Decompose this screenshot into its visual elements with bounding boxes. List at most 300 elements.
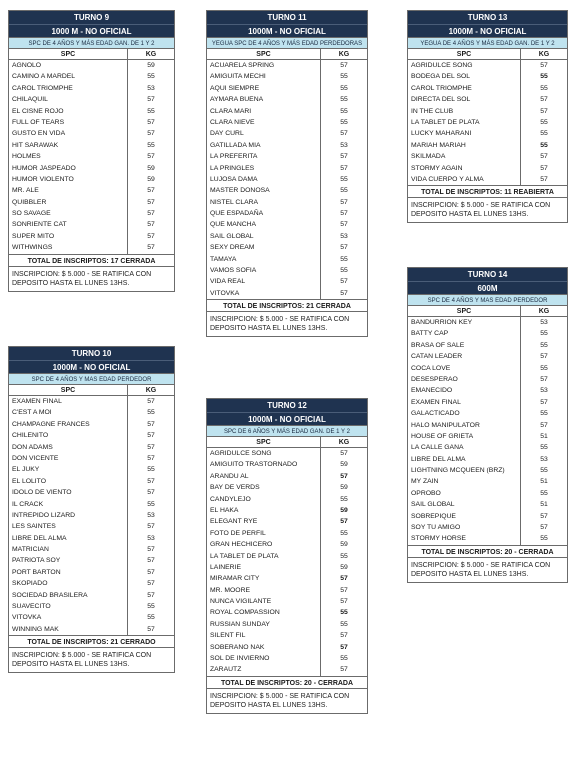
horse-name: EL CISNE ROJO — [9, 106, 128, 117]
turno-distance: 1000M - NO OFICIAL — [207, 24, 367, 37]
table-row — [408, 94, 567, 105]
horse-name: CAMINO A MARDEL — [9, 71, 128, 82]
horse-weight: 57 — [340, 210, 348, 218]
table-row — [9, 442, 174, 453]
horse-name: HIT SARAWAK — [9, 140, 128, 151]
inscripcion-note: INSCRIPCION: $ 5.000 - SE RATIFICA CON DEPOSITO HASTA EL LUNES 13HS. — [411, 561, 551, 578]
table-row — [207, 653, 367, 664]
turno-13-table — [407, 10, 568, 223]
horse-name: HUMOR JASPEADO — [9, 163, 128, 174]
table-row — [408, 397, 567, 408]
horse-name: SEXY DREAM — [207, 242, 321, 253]
table-row — [408, 117, 567, 128]
horse-name: GRAN HECHICERO — [207, 539, 321, 550]
table-row — [9, 499, 174, 510]
table-row — [9, 419, 174, 430]
table-row — [9, 174, 174, 185]
horse-weight: 55 — [340, 267, 348, 275]
table-row — [9, 151, 174, 162]
horse-weight: 55 — [340, 118, 348, 126]
horse-name: SOBERANO NAK — [207, 642, 321, 653]
horse-weight: 57 — [340, 221, 348, 229]
horse-name: SOL DE INVIERNO — [207, 653, 321, 664]
horse-weight: 57 — [540, 375, 548, 383]
horse-weight: 57 — [540, 353, 548, 361]
horse-name: EL HAKA — [207, 505, 321, 516]
horse-weight: 55 — [540, 410, 548, 418]
table-row — [207, 231, 367, 242]
horse-weight: 55 — [540, 330, 548, 338]
table-row — [408, 420, 567, 431]
horse-weight: 57 — [340, 575, 348, 583]
inscripcion-note: INSCRIPCION: $ 5.000 - SE RATIFICA CON DEPOSITO HASTA EL LUNES 13HS. — [12, 652, 152, 669]
horse-weight: 55 — [540, 444, 548, 452]
horse-weight: 53 — [147, 511, 155, 519]
turno-condition: SPC DE 6 AÑOS Y MÁS EDAD GAN. DE 1 Y 2 — [207, 425, 367, 437]
table-row — [207, 482, 367, 493]
table-row — [207, 106, 367, 117]
horse-name: QUE MANCHA — [207, 219, 321, 230]
kg-column-header: KG — [538, 308, 550, 315]
horse-weight: 59 — [147, 175, 155, 183]
turno-condition: SPC DE 4 AÑOS Y MAS EDAD PERDEDOR — [408, 294, 567, 306]
horse-weight: 55 — [540, 73, 548, 81]
total-inscriptos: TOTAL DE INSCRIPTOS: 11 REABIERTA — [408, 185, 567, 198]
horse-name: AGRIDULCE SONG — [408, 60, 521, 71]
table-row — [408, 454, 567, 465]
horse-name: CLARA NIEVE — [207, 117, 321, 128]
entries-list — [408, 317, 567, 545]
horse-weight: 57 — [147, 153, 155, 161]
horse-weight: 55 — [340, 175, 348, 183]
horse-name: CAROL TRIOMPHE — [9, 83, 128, 94]
table-row — [207, 471, 367, 482]
horse-weight: 57 — [147, 591, 155, 599]
horse-name: ACUARELA SPRING — [207, 60, 321, 71]
column-header — [408, 49, 567, 60]
horse-name: GALACTICADO — [408, 408, 521, 419]
horse-weight: 57 — [540, 421, 548, 429]
horse-name: EL LOLITO — [9, 476, 128, 487]
horse-name: DAY CURL — [207, 128, 321, 139]
horse-name: TAMAYA — [207, 254, 321, 265]
horse-name: MATRICIAN — [9, 544, 128, 555]
horse-weight: 55 — [340, 96, 348, 104]
table-row — [408, 476, 567, 487]
table-row — [9, 624, 174, 635]
horse-name: STORMY AGAIN — [408, 163, 521, 174]
horse-name: CHAMPAGNE FRANCES — [9, 419, 128, 430]
table-row — [207, 163, 367, 174]
horse-name: EL JUKY — [9, 464, 128, 475]
horse-name: HALO MANIPULATOR — [408, 420, 521, 431]
table-row — [408, 71, 567, 82]
table-row — [9, 117, 174, 128]
horse-weight: 57 — [340, 244, 348, 252]
table-row — [207, 254, 367, 265]
table-row — [9, 163, 174, 174]
horse-weight: 55 — [340, 529, 348, 537]
table-row — [408, 499, 567, 510]
kg-column-header: KG — [338, 439, 350, 446]
horse-name: HOLMES — [9, 151, 128, 162]
turno-condition: YEGUA SPC DE 4 AÑOS Y MÁS EDAD PERDEDORAS — [207, 37, 367, 49]
horse-name: GATILLADA MIA — [207, 140, 321, 151]
table-row — [207, 459, 367, 470]
horse-weight: 55 — [340, 609, 348, 617]
horse-weight: 53 — [147, 534, 155, 542]
horse-name: SKOPIADO — [9, 578, 128, 589]
turno-title: TURNO 13 — [408, 11, 567, 24]
horse-name: LES SAINTES — [9, 521, 128, 532]
horse-weight: 55 — [340, 187, 348, 195]
horse-weight: 57 — [147, 580, 155, 588]
horse-name: EMANECIDO — [408, 385, 521, 396]
horse-name: C'EST A MOI — [9, 407, 128, 418]
horse-name: ZARAUTZ — [207, 664, 321, 675]
horse-name: MIRAMAR CITY — [207, 573, 321, 584]
horse-name: SONRIENTE CAT — [9, 219, 128, 230]
table-row — [408, 363, 567, 374]
horse-weight: 57 — [147, 432, 155, 440]
horse-weight: 57 — [147, 546, 155, 554]
table-row — [408, 351, 567, 362]
horse-name: BANDURRION KEY — [408, 317, 521, 328]
entries-list — [408, 60, 567, 185]
turno-distance: 1000M - NO OFICIAL — [9, 360, 174, 373]
table-row — [207, 585, 367, 596]
table-row — [207, 94, 367, 105]
horse-name: DON VICENTE — [9, 453, 128, 464]
horse-name: DIRECTA DEL SOL — [408, 94, 521, 105]
horse-name: MY ZAIN — [408, 476, 521, 487]
horse-name: BRASA OF SALE — [408, 340, 521, 351]
horse-weight: 57 — [147, 625, 155, 633]
table-row — [408, 83, 567, 94]
horse-name: LIBRE DEL ALMA — [408, 454, 521, 465]
spc-column-header: SPC — [9, 385, 128, 395]
horse-name: SKILMADA — [408, 151, 521, 162]
horse-weight: 55 — [340, 655, 348, 663]
horse-name: WITHWINGS — [9, 242, 128, 253]
table-row — [9, 407, 174, 418]
horse-name: LAINERIE — [207, 562, 321, 573]
kg-column-header: KG — [538, 51, 550, 58]
horse-weight: 55 — [147, 603, 155, 611]
horse-name: LA PRINGLES — [207, 163, 321, 174]
horse-weight: 57 — [147, 420, 155, 428]
table-row — [408, 522, 567, 533]
horse-name: PORT BARTON — [9, 567, 128, 578]
table-row — [408, 317, 567, 328]
kg-column-header: KG — [145, 387, 157, 394]
horse-weight: 55 — [340, 73, 348, 81]
table-row — [207, 596, 367, 607]
table-row — [207, 664, 367, 675]
table-row — [9, 83, 174, 94]
horse-weight: 57 — [147, 130, 155, 138]
turno-title: TURNO 12 — [207, 399, 367, 412]
table-row — [9, 555, 174, 566]
horse-weight: 57 — [540, 96, 548, 104]
horse-name: MARIAH MARIAH — [408, 140, 521, 151]
horse-weight: 57 — [340, 62, 348, 69]
horse-weight: 57 — [340, 598, 348, 606]
table-row — [408, 151, 567, 162]
table-row — [9, 128, 174, 139]
horse-name: AGRIDULCE SONG — [207, 448, 321, 459]
horse-name: LA PREFERITA — [207, 151, 321, 162]
table-row — [207, 528, 367, 539]
horse-name: QUIBBLER — [9, 197, 128, 208]
horse-weight: 55 — [147, 409, 155, 417]
table-row — [408, 533, 567, 544]
horse-name: SAIL GLOBAL — [207, 231, 321, 242]
horse-weight: 59 — [340, 484, 348, 492]
horse-name: BATTY CAP — [408, 328, 521, 339]
horse-name: INTREPIDO LIZARD — [9, 510, 128, 521]
horse-name: SILENT FIL — [207, 630, 321, 641]
horse-weight: 57 — [147, 477, 155, 485]
table-row — [9, 185, 174, 196]
horse-weight: 55 — [340, 107, 348, 115]
horse-weight: 57 — [340, 278, 348, 286]
table-row — [9, 430, 174, 441]
horse-weight: 57 — [540, 175, 548, 183]
table-row — [207, 562, 367, 573]
horse-name: FOTO DE PERFIL — [207, 528, 321, 539]
horse-name: AGNOLO — [9, 60, 128, 71]
table-row — [9, 567, 174, 578]
turno-12-table — [206, 398, 368, 714]
table-row — [207, 83, 367, 94]
horse-weight: 57 — [540, 512, 548, 520]
horse-weight: 55 — [540, 467, 548, 475]
turno-title: TURNO 9 — [9, 11, 174, 24]
entries-list — [9, 60, 174, 254]
horse-weight: 55 — [147, 73, 155, 81]
table-row — [9, 60, 174, 71]
table-row — [9, 197, 174, 208]
column-header — [408, 306, 567, 317]
spc-column-header: SPC — [408, 306, 521, 316]
table-row — [408, 128, 567, 139]
horse-name: CANDYLEJO — [207, 494, 321, 505]
table-row — [207, 516, 367, 527]
horse-weight: 57 — [147, 398, 155, 405]
horse-weight: 57 — [147, 210, 155, 218]
turno-distance: 1000 M - NO OFICIAL — [9, 24, 174, 37]
table-row — [9, 396, 174, 407]
horse-weight: 59 — [340, 563, 348, 571]
table-row — [207, 60, 367, 71]
table-row — [408, 106, 567, 117]
table-row — [9, 601, 174, 612]
horse-weight: 57 — [340, 450, 348, 457]
horse-name: SUPER MITO — [9, 231, 128, 242]
horse-name: VIDA CUERPO Y ALMA — [408, 174, 521, 185]
horse-weight: 57 — [540, 107, 548, 115]
table-row — [9, 71, 174, 82]
horse-name: COCA LOVE — [408, 363, 521, 374]
entries-list — [207, 60, 367, 299]
turno-title: TURNO 14 — [408, 268, 567, 281]
spc-column-header: SPC — [207, 437, 321, 447]
horse-name: SOY TU AMIGO — [408, 522, 521, 533]
horse-name: BAY DE VERDS — [207, 482, 321, 493]
horse-weight: 57 — [147, 96, 155, 104]
table-row — [9, 612, 174, 623]
horse-weight: 57 — [147, 187, 155, 195]
inscripcion-note: INSCRIPCION: $ 5.000 - SE RATIFICA CON DEPOSITO HASTA EL LUNES 13HS. — [210, 692, 350, 709]
horse-weight: 59 — [147, 62, 155, 69]
table-row — [408, 408, 567, 419]
horse-weight: 51 — [540, 478, 548, 486]
table-row — [207, 242, 367, 253]
horse-weight: 59 — [340, 461, 348, 469]
table-row — [207, 128, 367, 139]
inscripcion-note: INSCRIPCION: $ 5.000 - SE RATIFICA CON DEPOSITO HASTA EL LUNES 13HS. — [411, 202, 551, 219]
horse-weight: 57 — [540, 164, 548, 172]
table-row — [207, 276, 367, 287]
table-row — [9, 510, 174, 521]
horse-weight: 53 — [540, 455, 548, 463]
horse-weight: 57 — [147, 118, 155, 126]
spc-column-header: SPC — [408, 49, 521, 59]
table-row — [9, 140, 174, 151]
horse-name: EXAMEN FINAL — [9, 396, 128, 407]
horse-name: IN THE CLUB — [408, 106, 521, 117]
total-inscriptos: TOTAL DE INSCRIPTOS: 21 CERRADA — [207, 299, 367, 312]
horse-weight: 57 — [540, 153, 548, 161]
horse-name: AQUI SIEMPRE — [207, 83, 321, 94]
horse-name: CHILENITO — [9, 430, 128, 441]
horse-name: CLARA MARI — [207, 106, 321, 117]
horse-weight: 57 — [147, 232, 155, 240]
entries-list — [207, 448, 367, 676]
table-row — [207, 539, 367, 550]
horse-weight: 57 — [147, 557, 155, 565]
table-row — [207, 551, 367, 562]
horse-name: AYMARA BUENA — [207, 94, 321, 105]
table-row — [408, 385, 567, 396]
table-row — [207, 630, 367, 641]
table-row — [207, 185, 367, 196]
horse-name: OPROBO — [408, 488, 521, 499]
horse-weight: 55 — [147, 500, 155, 508]
horse-name: VITOVKA — [9, 612, 128, 623]
horse-weight: 57 — [340, 153, 348, 161]
table-row — [207, 505, 367, 516]
horse-name: NUNCA VIGILANTE — [207, 596, 321, 607]
horse-weight: 57 — [340, 164, 348, 172]
horse-name: CHILAQUIL — [9, 94, 128, 105]
kg-column-header: KG — [145, 51, 157, 58]
horse-weight: 57 — [340, 643, 348, 651]
table-row — [207, 642, 367, 653]
horse-weight: 55 — [340, 495, 348, 503]
turno-10-table — [8, 346, 175, 673]
horse-name: IDOLO DE VIENTO — [9, 487, 128, 498]
table-row — [9, 242, 174, 253]
total-inscriptos: TOTAL DE INSCRIPTOS: 17 CERRADA — [9, 254, 174, 267]
horse-weight: 57 — [147, 523, 155, 531]
horse-weight: 57 — [340, 198, 348, 206]
turno-title: TURNO 10 — [9, 347, 174, 360]
horse-name: SOCIEDAD BRASILERA — [9, 590, 128, 601]
horse-name: MR. MOORE — [207, 585, 321, 596]
turno-condition: YEGUA DE 4 AÑOS Y MÁS EDAD GAN. DE 1 Y 2 — [408, 37, 567, 49]
table-row — [207, 573, 367, 584]
horse-weight: 55 — [147, 614, 155, 622]
horse-weight: 57 — [340, 632, 348, 640]
horse-name: WINNING MAK — [9, 624, 128, 635]
horse-name: VITOVKA — [207, 288, 321, 299]
table-row — [408, 431, 567, 442]
table-row — [207, 174, 367, 185]
horse-weight: 57 — [147, 568, 155, 576]
table-row — [9, 219, 174, 230]
horse-weight: 55 — [540, 364, 548, 372]
horse-weight: 53 — [540, 387, 548, 395]
turno-condition: SPC DE 4 AÑOS Y MAS EDAD PERDEDOR — [9, 373, 174, 385]
horse-weight: 55 — [340, 620, 348, 628]
horse-name: NISTEL CLARA — [207, 197, 321, 208]
horse-weight: 55 — [540, 141, 548, 149]
table-row — [207, 71, 367, 82]
horse-weight: 55 — [147, 107, 155, 115]
horse-weight: 55 — [540, 118, 548, 126]
table-row — [207, 619, 367, 630]
horse-name: CATAN LEADER — [408, 351, 521, 362]
horse-weight: 57 — [147, 244, 155, 252]
horse-weight: 53 — [340, 232, 348, 240]
table-row — [9, 533, 174, 544]
turno-distance: 1000M - NO OFICIAL — [408, 24, 567, 37]
horse-weight: 57 — [147, 454, 155, 462]
horse-weight: 59 — [147, 164, 155, 172]
horse-weight: 57 — [147, 221, 155, 229]
inscripcion-note: INSCRIPCION: $ 5.000 - SE RATIFICA CON DEPOSITO HASTA EL LUNES 13HS. — [210, 316, 350, 333]
table-row — [207, 607, 367, 618]
horse-name: AMIGUITA MECHI — [207, 71, 321, 82]
turno-14-table — [407, 267, 568, 583]
horse-name: BODEGA DEL SOL — [408, 71, 521, 82]
table-row — [408, 374, 567, 385]
horse-name: STORMY HORSE — [408, 533, 521, 544]
horse-name: LUJOSA DAMA — [207, 174, 321, 185]
horse-name: SAIL GLOBAL — [408, 499, 521, 510]
horse-weight: 55 — [340, 552, 348, 560]
table-row — [408, 465, 567, 476]
table-row — [408, 328, 567, 339]
turno-11-table — [206, 10, 368, 337]
table-row — [207, 448, 367, 459]
horse-weight: 55 — [540, 535, 548, 543]
horse-weight: 53 — [147, 84, 155, 92]
horse-weight: 53 — [340, 141, 348, 149]
table-row — [9, 208, 174, 219]
table-row — [9, 94, 174, 105]
table-row — [207, 265, 367, 276]
table-row — [207, 208, 367, 219]
horse-weight: 55 — [340, 255, 348, 263]
turno-distance: 1000M - NO OFICIAL — [207, 412, 367, 425]
column-header — [207, 49, 367, 60]
horse-weight: 57 — [540, 62, 548, 69]
horse-name: HOUSE OF GRIETA — [408, 431, 521, 442]
table-row — [408, 60, 567, 71]
